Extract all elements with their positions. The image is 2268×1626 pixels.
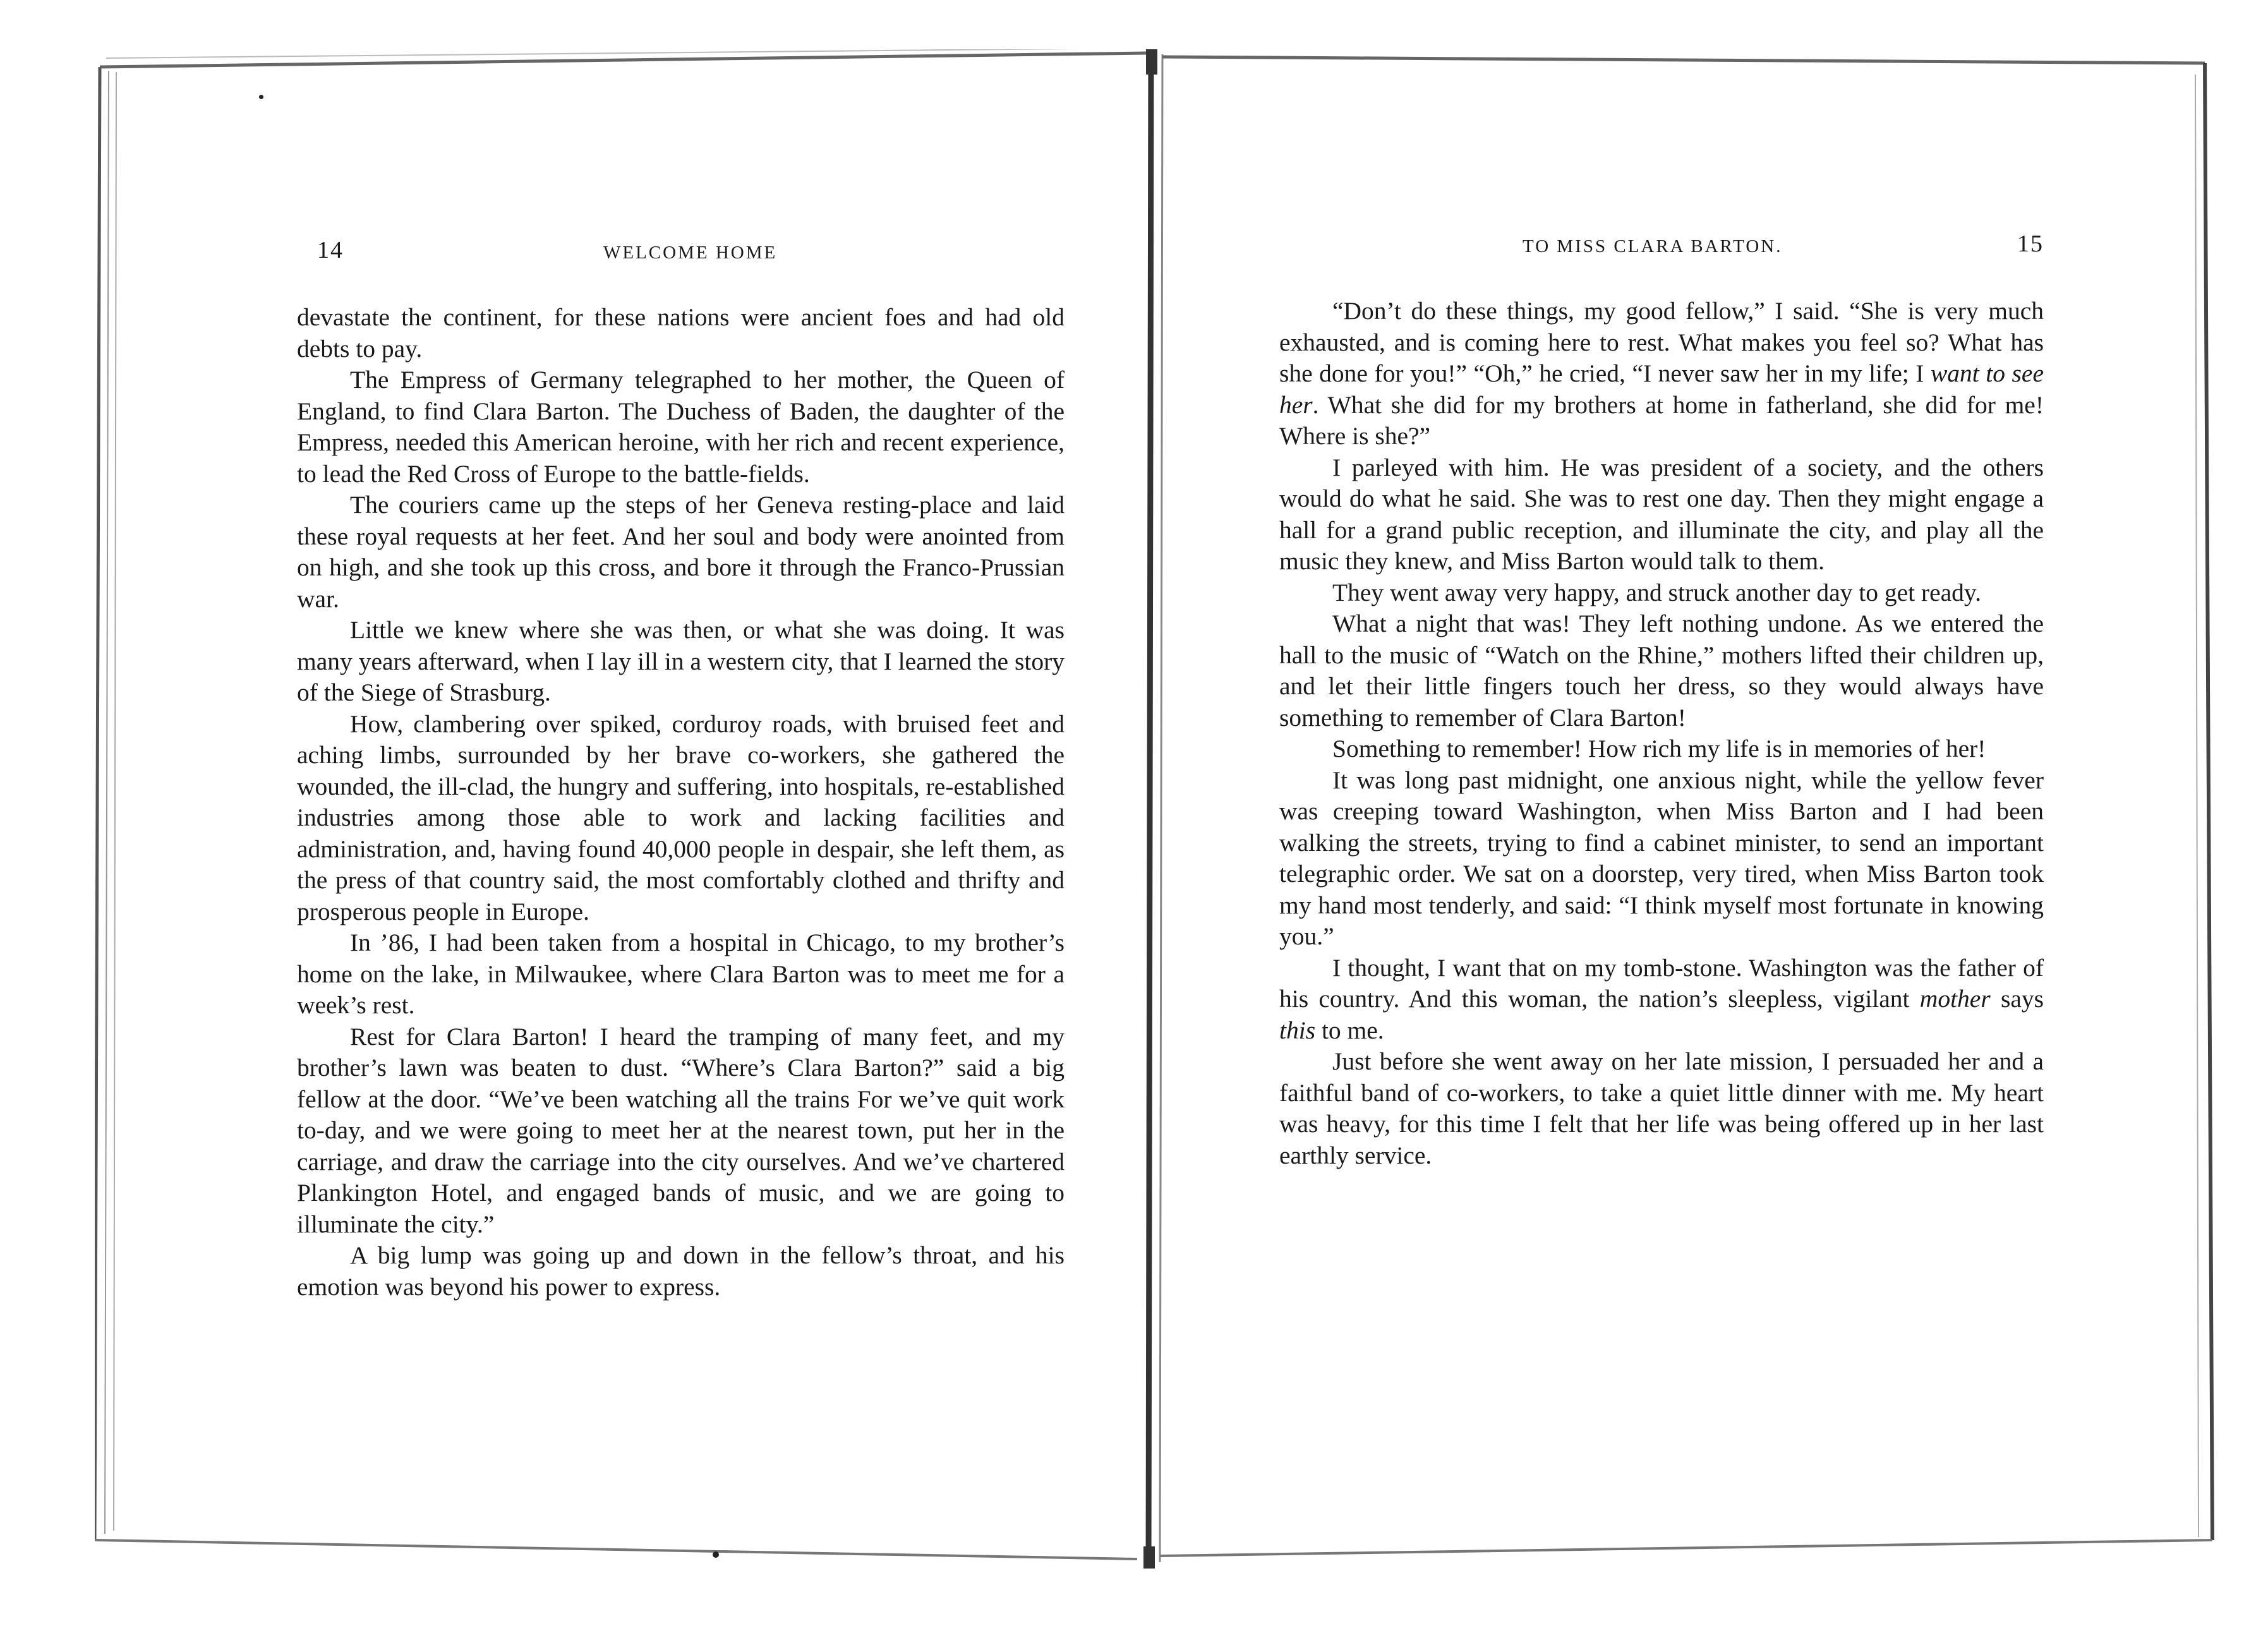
paragraph: The Empress of Germany telegraphed to her mother, the Queen of England, to find Clara Barton. The Duchess of Baden, the daughter of the Empress, needed this American heroine, with her rich and recent experience, to lead the Red Cross of Europe to the battle-fields. — [297, 366, 1065, 488]
speck-top-left — [259, 95, 263, 99]
speck-bottom — [713, 1551, 719, 1558]
page-number-left: 14 — [317, 237, 344, 263]
paragraph: Something to remember! How rich my life is in memories of her! — [1332, 735, 1986, 762]
paragraph: It was long past midnight, one anxious night, while the yellow fever was creeping toward Washington, when Miss Barton and I had been walking the streets, trying to find a cabinet minister, to send an important telegraphic order. We sat on a doorstep, very tired, when Miss Barton took my hand most tenderly, and said: “I think myself most fortunate in knowing you.” — [1279, 766, 2044, 950]
left-running-head — [297, 237, 1065, 270]
paragraph: Rest for Clara Barton! I heard the tramping of many feet, and my brother’s lawn was beaten to dust. “Where’s Clara Barton?” said a big fellow at the door. “We’ve been watching all the trains For we’ve quit work to-day, and we were going to meet her at the nearest town, put her in the carriage, and draw the carriage into the city ourselves. And we’ve chartered Plankington Hotel, and engaged bands of music, and we are going to illuminate the city.” — [297, 1022, 1065, 1238]
paragraph: “Don’t do these things, my good fellow,” I said. “She is very much exhausted, and is coming here to rest. What makes you feel so? What has she done for you!” “Oh,” he cried, “I never saw her in my life; I want to see her. What she did for my brothers at home in fatherland, she did for me! Where is she?” — [1279, 297, 2044, 450]
page-number-right: 15 — [2017, 231, 2044, 257]
italic-emphasis: want to see her — [1279, 359, 2044, 419]
paragraph: devastate the continent, for these nations were ancient foes and had old debts to pay. — [297, 303, 1065, 363]
paragraph: They went away very happy, and struck another day to get ready. — [1332, 578, 1981, 606]
right-running-head — [1279, 231, 2044, 264]
right-page — [1279, 231, 2044, 1171]
italic-emphasis: this — [1279, 1016, 1316, 1044]
paragraph: Little we knew where she was then, or what she was doing. It was many years afterward, when I lay ill in a western city, that I learned the story of the Siege of Strasburg. — [297, 616, 1065, 706]
paragraph: Just before she went away on her late mission, I persuaded her and a faithful band of co-workers, to take a quiet little dinner with me. My heart was heavy, for this time I felt that her life was being offered up in her last earthly service. — [1279, 1047, 2044, 1169]
left-page — [297, 237, 1065, 1303]
paragraph: I parleyed with him. He was president of a society, and the others would do what he said. She was to rest one day. Then they might engage a hall for a grand public reception, and illuminate the city, and play all the music they knew, and Miss Barton would talk to them. — [1279, 453, 2044, 575]
paragraph: I thought, I want that on my tomb-stone. Washington was the father of his country. And this woman, the nation’s sleepless, vigilant mother says this to me. — [1279, 953, 2044, 1044]
paragraph: How, clambering over spiked, corduroy roads, with bruised feet and aching limbs, surrounded by her brave co-workers, she gathered the wounded, the ill-clad, the hungry and suffering, into hospitals, re-established industries among those able to work and lacking facilities and administration, and, having found 40,000 people in despair, she left them, as the press of that country said, the most comfortably clothed and thrifty and prosperous people in Europe. — [297, 709, 1065, 925]
paragraph: What a night that was! They left nothing undone. As we entered the hall to the music of “Watch on the Rhine,” mothers lifted their children up, and let their little fingers touch her dress, so they would always have something to remember of Clara Barton! — [1279, 610, 2044, 732]
paragraph: In ’86, I had been taken from a hospital in Chicago, to my brother’s home on the lake, in Milwaukee, where Clara Barton was to meet me for a week’s rest. — [297, 929, 1065, 1019]
paragraph: A big lump was going up and down in the fellow’s throat, and his emotion was beyond his power to express. — [297, 1241, 1065, 1301]
running-head-title-left: WELCOME HOME — [603, 243, 778, 263]
paragraph: The couriers came up the steps of her Geneva resting-place and laid these royal requests at her feet. And her soul and body were anointed from on high, and she took up this cross, and bore it through the Franco-Prussian war. — [297, 491, 1065, 613]
italic-emphasis: mother — [1919, 985, 1991, 1013]
running-head-title-right: TO MISS CLARA BARTON. — [1523, 236, 1783, 256]
